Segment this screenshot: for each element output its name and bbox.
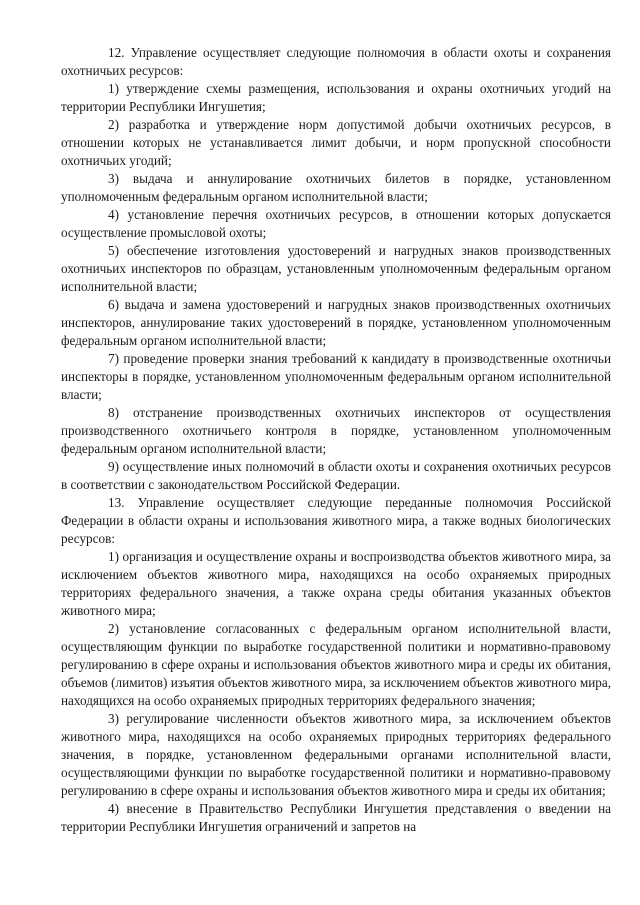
paragraph-12-item-9: 9) осуществление иных полномочий в области охоты и сохранения охотничьих ресурсов в соответствии с законодательством Российской Федерации. bbox=[61, 459, 611, 492]
paragraph-12-item-6: 6) выдача и замена удостоверений и нагрудных знаков производственных охотничьих инспекторов, аннулирование таких удостоверений в порядке, установленном уполномоченным федеральным органом исполнительной власти; bbox=[61, 297, 611, 348]
paragraph-12-item-4: 4) установление перечня охотничьих ресурсов, в отношении которых допускается осуществление промысловой охоты; bbox=[61, 207, 611, 240]
paragraph-12-item-5: 5) обеспечение изготовления удостоверений и нагрудных знаков производственных охотничьих инспекторов по образцам, установленным уполномоченным федеральным органом исполнительной власти; bbox=[61, 243, 611, 294]
document-page bbox=[61, 44, 611, 836]
paragraph-12-item-2: 2) разработка и утверждение норм допустимой добычи охотничьих ресурсов, в отношении которых не устанавливается лимит добычи, и норм пропускной способности охотничьих угодий; bbox=[61, 117, 611, 168]
paragraph-13-item-3: 3) регулирование численности объектов животного мира, за исключением объектов животного мира, находящихся на особо охраняемых природных территориях федерального значения, в порядке, установленном федеральными органами исполнительной власти, осуществляющими функции по выработке государственной политики и нормативно-правовому регулированию в сфере охраны и использования объектов животного мира и среды их обитания; bbox=[61, 711, 611, 798]
paragraph-12-item-7: 7) проведение проверки знания требований к кандидату в производственные охотничьи инспекторы в порядке, установленном уполномоченным федеральным органом исполнительной власти; bbox=[61, 351, 611, 402]
paragraph-12-intro: 12. Управление осуществляет следующие полномочия в области охоты и сохранения охотничьих ресурсов: bbox=[61, 45, 611, 78]
paragraph-13-item-1: 1) организация и осуществление охраны и воспроизводства объектов животного мира, за исключением объектов животного мира, находящихся на особо охраняемых природных территориях федерального значения, а также охрана среды обитания указанных объектов животного мира; bbox=[61, 549, 611, 618]
paragraph-13-item-4: 4) внесение в Правительство Республики Ингушетия представления о введении на территории Республики Ингушетия ограничений и запретов на bbox=[61, 801, 611, 834]
paragraph-13-intro: 13. Управление осуществляет следующие переданные полномочия Российской Федерации в области охраны и использования животного мира, а также водных биологических ресурсов: bbox=[61, 495, 611, 546]
paragraph-12-item-3: 3) выдача и аннулирование охотничьих билетов в порядке, установленном уполномоченным федеральным органом исполнительной власти; bbox=[61, 171, 611, 204]
paragraph-12-item-1: 1) утверждение схемы размещения, использования и охраны охотничьих угодий на территории Республики Ингушетия; bbox=[61, 81, 611, 114]
paragraph-12-item-8: 8) отстранение производственных охотничьих инспекторов от осуществления производственного охотничьего контроля в порядке, установленном уполномоченным федеральным органом исполнительной власти; bbox=[61, 405, 611, 456]
paragraph-13-item-2: 2) установление согласованных с федеральным органом исполнительной власти, осуществляющим функции по выработке государственной политики и нормативно-правовому регулированию в сфере охраны и использования объектов животного мира и среды их обитания, объемов (лимитов) изъятия объектов животного мира, за исключением объектов животного мира, находящихся на особо охраняемых природных территориях федерального значения; bbox=[61, 621, 611, 708]
